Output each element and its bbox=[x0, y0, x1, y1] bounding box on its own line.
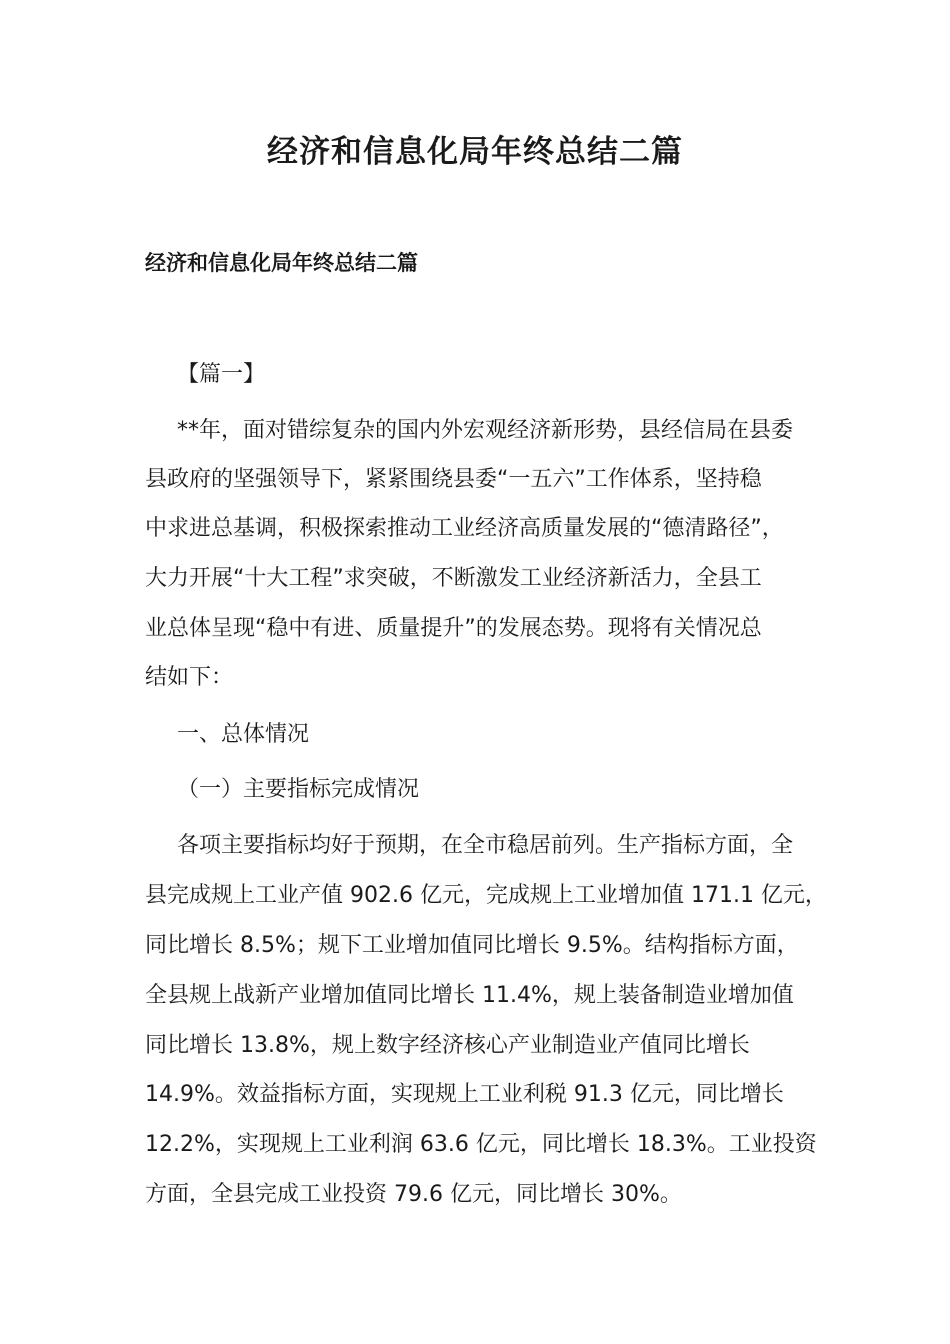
paragraph-line: 业总体呈现“稳中有进、质量提升”的发展态势。现将有关情况总 bbox=[145, 616, 762, 641]
paragraph-line: 同比增长 13.8%，规上数字经济核心产业制造业产值同比增长 bbox=[145, 1033, 750, 1058]
subsection-heading: （一）主要指标完成情况 bbox=[177, 777, 420, 802]
paragraph-line: 中求进总基调，积极探索推动工业经济高质量发展的“德清路径”， bbox=[145, 516, 784, 541]
document-title: 经济和信息化局年终总结二篇 bbox=[267, 134, 683, 170]
section-marker: 【篇一】 bbox=[177, 362, 266, 387]
paragraph-line: 各项主要指标均好于预期，在全市稳居前列。生产指标方面，全 bbox=[177, 833, 794, 858]
paragraph-line: 方面，全县完成工业投资 79.6 亿元，同比增长 30%。 bbox=[145, 1182, 682, 1207]
paragraph-line: 县政府的坚强领导下，紧紧围绕县委“一五六”工作体系，坚持稳 bbox=[145, 467, 762, 492]
paragraph-line: 14.9%。效益指标方面，实现规上工业利税 91.3 亿元，同比增长 bbox=[145, 1082, 784, 1107]
section-heading: 一、总体情况 bbox=[177, 722, 310, 747]
paragraph-line: 全县规上战新产业增加值同比增长 11.4%，规上装备制造业增加值 bbox=[145, 983, 794, 1008]
paragraph-line: 同比增长 8.5%；规下工业增加值同比增长 9.5%。结构指标方面， bbox=[145, 933, 799, 958]
document-subtitle: 经济和信息化局年终总结二篇 bbox=[145, 251, 418, 275]
paragraph-line: 大力开展“十大工程”求突破，不断激发工业经济新活力，全县工 bbox=[145, 566, 762, 591]
paragraph-line: 12.2%，实现规上工业利润 63.6 亿元，同比增长 18.3%。工业投资 bbox=[145, 1132, 817, 1157]
paragraph-line: 结如下： bbox=[145, 665, 234, 690]
paragraph-line: **年，面对错综复杂的国内外宏观经济新形势，县经信局在县委 bbox=[177, 418, 794, 443]
paragraph-line: 县完成规上工业产值 902.6 亿元，完成规上工业增加值 171.1 亿元， bbox=[145, 883, 827, 908]
